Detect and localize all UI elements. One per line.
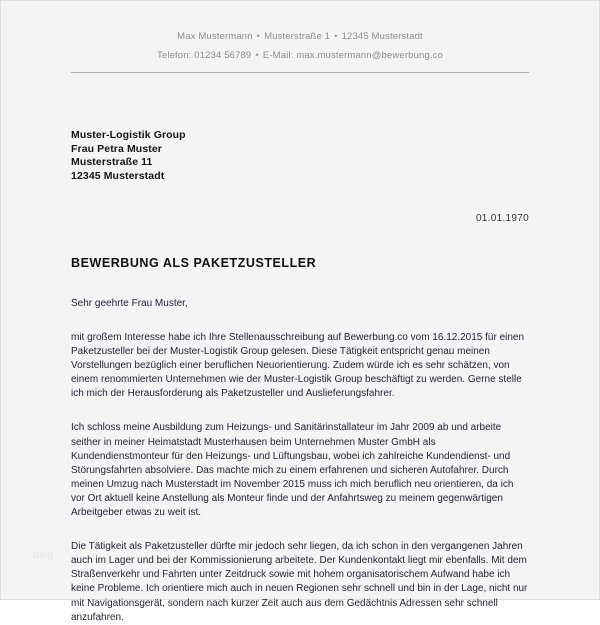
watermark-label: blog (33, 550, 54, 561)
letterhead-contact-line-1 (1, 27, 599, 46)
recipient-street: Musterstraße 11 (71, 156, 153, 168)
sender-street: Musterstraße 1 (264, 31, 331, 42)
letter-paragraph: mit großem Interesse habe ich Ihre Stellenausschreibung auf Bewerbung.co vom 16.12.2015 für einen Paketzusteller bei der Muster-Logistik Group gelesen. Diese Tätigkeit entspricht genau meinen Vorstellungen bezüglich einer beruflichen Neuorientierung. Zudem würde ich es sehr schätzen, von einem renommierten Unternehmen wie der Muster-Logistik Group beschäftigt zu werden. Gerne stelle ich mich der Herausforderung als Paketzusteller und Auslieferungsfahrer. (71, 332, 525, 400)
bullet-separator-icon: • (255, 50, 259, 61)
header-divider (71, 72, 529, 73)
bullet-separator-icon: • (334, 31, 338, 42)
sender-city: 12345 Musterstadt (341, 31, 423, 42)
letter-paragraph: Ich schloss meine Ausbildung zum Heizungs- und Sanitärinstallateur im Jahr 2009 ab und arbeite seither in meiner Heimatstadt Musterhausen beim Unternehmen Muster GmbH als Kundendienstmonteur für den Heizungs- und Lüftungsbau, wobei ich zahlreiche Kundendienst- und Störungsfahrten absolviere. Das machte mich zu einem erfahrenen und sicheren Autofahrer. Durch meinen Umzug nach Musterstadt im November 2015 muss ich mich beruflich neu orientieren, da ich vor Ort aktuell keine Anstellung als Monteur finde und der Anfahrtsweg zu meinem gegenwärtigen Arbeitgeber etwas zu weit ist. (71, 422, 514, 519)
recipient-address-block (71, 129, 529, 183)
letter-salutation: Sehr geehrte Frau Muster, (71, 298, 188, 309)
letter-body (1, 129, 599, 625)
sender-email: E-Mail: max.mustermann@bewerbung.co (262, 50, 444, 61)
bullet-separator-icon: • (256, 31, 261, 42)
sender-phone: Telefon: 01234 56789 (156, 50, 252, 61)
letter-subject: BEWERBUNG ALS PAKETZUSTELLER (71, 256, 317, 270)
recipient-company: Muster-Logistik Group (71, 129, 186, 141)
sender-name: Max Mustermann (177, 31, 253, 42)
letter-paragraph: Die Tätigkeit als Paketzusteller dürfte mir jedoch sehr liegen, da ich schon in den vergangenen Jahren auch im Lager und bei der Kommissionierung arbeitete. Der Kundenkontakt liegt mir ebenfalls. Mit dem Straßenverkehr und Fahrten unter Zeitdruck sowie mit hohem organisatorischem Aufwand habe ich keine Probleme. Ich orientiere mich auch in neuen Regionen sehr schnell und bin in der Lage, nicht nur mit Navigationsgerät, sondern nach kurzer Zeit auch aus dem Gedächtnis Adressen sehr schnell anzufahren. (71, 541, 528, 623)
letter-date: 01.01.1970 (475, 213, 529, 224)
letterhead-contact-line-2 (1, 46, 599, 65)
letterhead (1, 1, 599, 73)
recipient-person: Frau Petra Muster (71, 142, 162, 155)
recipient-city: 12345 Musterstadt (71, 169, 165, 182)
